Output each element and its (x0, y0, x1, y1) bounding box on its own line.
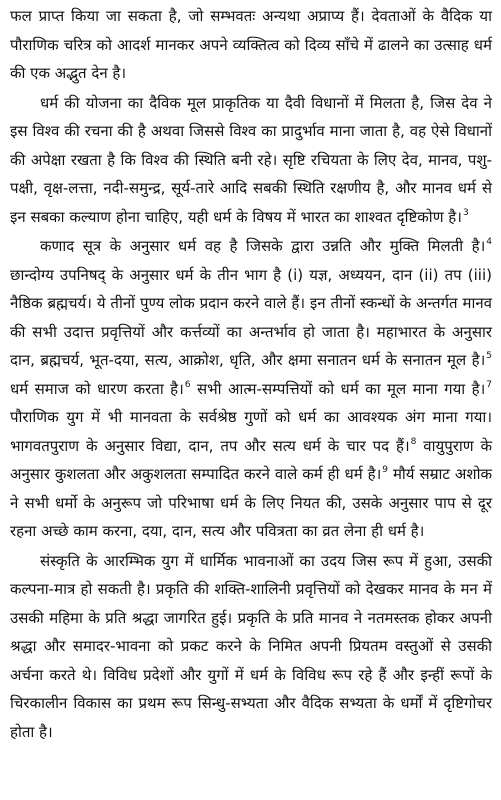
footnote-ref-6: 6 (184, 379, 191, 390)
paragraph-3-text-f: वायुपुराण के अनुसार कुशलता और अकुशलता सम्पादित करने वाले कर्म ही धर्म है। (10, 436, 492, 483)
paragraph-4 (10, 547, 492, 747)
footnote-ref-9: 9 (382, 465, 388, 475)
paragraph-3-text-b: छान्दोग्य उपनिषद् के अनुसार धर्म के तीन भाग है (i) यज्ञ, अध्ययन, दान (ii) तप (iii) नैष्ठिक ब्रह्मचर्य। ये तीनों पुण्य लोक प्रदान करने वाले हैं। इन तीनों स्कन्धों के अन्तर्गत मानव की सभी उदात्त प्रवृत्तियों और कर्त्तव्यों का अन्तर्भाव हो जाता है। महाभारत के अनुसार दान, ब्रह्मचर्य, भूत-दया, सत्य, आक्रोश, धृति, और क्षमा सनातन धर्म के सनातन मूल है। (10, 265, 492, 369)
document-body (10, 2, 492, 746)
footnote-ref-5: 5 (486, 351, 492, 361)
footnote-ref-7: 7 (486, 379, 492, 390)
footnote-ref-8: 8 (410, 436, 417, 447)
paragraph-1 (10, 2, 492, 88)
paragraph-3 (10, 232, 492, 546)
paragraph-2-text: धर्म की योजना का दैविक मूल प्राकृतिक या दैवी विधानों में मिलता है, जिस देव ने इस विश्व की रचना की है अथवा जिससे विश्व का प्रादुर्भाव माना जाता है, वह ऐसे विधानों की अपेक्षा रखता है कि विश्व की स्थिति बनी रहे। सृष्टि रचियता के लिए देव, मानव, पशु-पक्षी, वृक्ष-लत्ता, नदी-समुन्द्र, सूर्य-तारे आदि सबकी स्थिति रक्षणीय है, और मानव धर्म से इन सबका कल्याण होना चाहिए, यही धर्म के विषय में भारत का शाश्वत दृष्टिकोण है। (10, 93, 492, 226)
footnote-ref-3: 3 (462, 207, 469, 218)
paragraph-3-text-a: कणाद सूत्र के अनुसार धर्म वह है जिसके द्वारा उन्नति और मुक्ति मिलती है। (40, 237, 486, 255)
paragraph-3-text-d: सभी आत्म-सम्पत्तियों को धर्म का मूल माना गया है। (190, 379, 486, 398)
footnote-ref-4: 4 (486, 237, 492, 247)
paragraph-3-text-g: मौर्य सम्राट अशोक ने सभी धर्मो के अनुरूप जो परिभाषा धर्म के लिए नियत की, उसके अनुसार पाप से दूर रहना अच्छे काम करना, दया, दान, सत्य और पवित्रता का व्रत लेना ही धर्म है। (10, 465, 493, 540)
paragraph-3-text-e: पौराणिक युग में भी मानवता के सर्वश्रेष्ठ गुणों को धर्म का आवश्यक अंग माना गया। भागवतपुराण के अनुसार विद्या, दान, तप और सत्य धर्म के चार पद हैं। (10, 408, 492, 455)
paragraph-1-text: फल प्राप्त किया जा सकता है, जो सम्भवतः अन्यथा अप्राप्य हैं। देवताओं के वैदिक या पौराणिक चरित्र को आदर्श मानकर अपने व्यक्तित्व को दिव्य साँचे में ढालने का उत्साह धर्म की एक अद्भुत देन है। (10, 7, 492, 82)
paragraph-4-text: संस्कृति के आरम्भिक युग में धार्मिक भावनाओं का उदय जिस रूप में हुआ, उसकी कल्पना-मात्र हो सकती है। प्रकृति की शक्ति-शालिनी प्रवृत्तियों को देखकर मानव के मन में उसकी महिमा के प्रति श्रद्धा जागरित हुई। प्रकृति के प्रति मानव ने नतमस्तक होकर अपनी श्रद्धा और समादर-भावना को प्रकट करने के निमित अपनी प्रियतम वस्तुओं से उसकी अर्चना करते थे। विविध प्रदेशों और युगों में धर्म के विविध रूप रहे हैं और इन्हीं रूपों के चिरकालीन विकास का प्रथम रूप सिन्धु-सभ्यता और वैदिक सभ्यता के धर्मों में दृष्टिगोचर होता है। (10, 551, 492, 741)
paragraph-3-text-c: धर्म समाज को धारण करता है। (10, 379, 184, 398)
paragraph-2 (10, 89, 492, 232)
